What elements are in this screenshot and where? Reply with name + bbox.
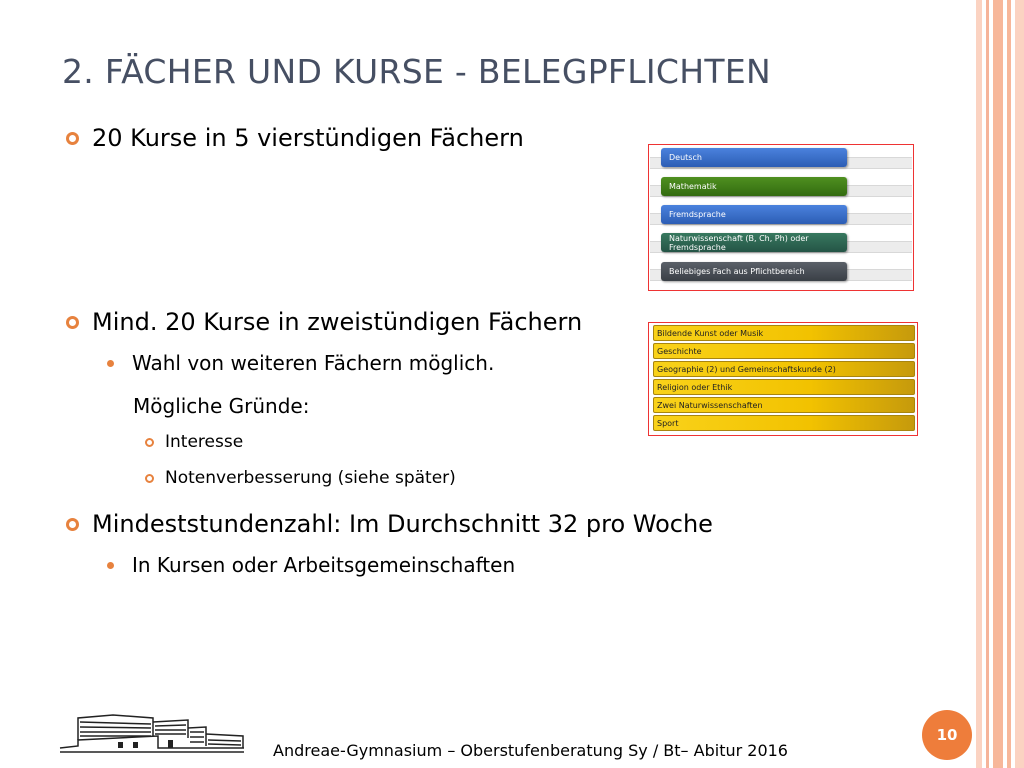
core-subject-bar: Naturwissenschaft (B, Ch, Ph) oder Fremdsprache <box>661 233 847 252</box>
core-subject-bar: Deutsch <box>661 148 847 167</box>
core-subjects-diagram <box>648 144 914 291</box>
bullet-2-sub-1-b <box>145 468 456 488</box>
slide-title: 2. FÄCHER UND KURSE - BELEGPFLICHTEN <box>62 52 771 91</box>
decor-stripe <box>1007 0 1011 768</box>
bullet-text: Notenverbesserung (siehe später) <box>165 468 456 488</box>
core-subject-bar: Mathematik <box>661 177 847 196</box>
two-hour-subject-bar: Bildende Kunst oder Musik <box>653 325 915 341</box>
bullet-text: In Kursen oder Arbeitsgemeinschaften <box>132 553 516 577</box>
bullet-2 <box>66 308 582 336</box>
bullet-text: Mindeststundenzahl: Im Durchschnitt 32 pro Woche <box>92 510 713 538</box>
core-subject-bar: Beliebiges Fach aus Pflichtbereich <box>661 262 847 281</box>
decor-stripe <box>986 0 989 768</box>
bullet-text: Interesse <box>165 432 244 452</box>
two-hour-subject-bar: Religion oder Ethik <box>653 379 915 395</box>
two-hour-subject-bar: Sport <box>653 415 915 431</box>
bullet-2-sub-1-a <box>145 432 243 452</box>
bullet-dot-icon <box>107 360 114 367</box>
bullet-1 <box>66 124 524 152</box>
two-hour-subject-bar: Zwei Naturwissenschaften <box>653 397 915 413</box>
bullet-3-sub-1 <box>107 553 515 577</box>
bullet-continuation: Mögliche Gründe: <box>133 394 310 418</box>
bullet-text: 20 Kurse in 5 vierstündigen Fächern <box>92 124 524 152</box>
two-hour-subject-bar: Geographie (2) und Gemeinschaftskunde (2) <box>653 361 915 377</box>
bullet-dot-icon <box>107 562 114 569</box>
bullet-ring-icon <box>66 132 79 145</box>
two-hour-subjects-diagram <box>648 322 918 436</box>
footer-text: Andreae-Gymnasium – Oberstufenberatung Sy / Bt– Abitur 2016 <box>273 741 788 760</box>
bullet-ring-icon <box>66 518 79 531</box>
bullet-2-sub-1 <box>107 351 494 375</box>
page-number-badge: 10 <box>922 710 972 760</box>
bullet-text: Mind. 20 Kurse in zweistündigen Fächern <box>92 308 583 336</box>
bullet-ring-icon <box>145 438 154 447</box>
decor-stripe <box>1015 0 1024 768</box>
bullet-3 <box>66 510 713 538</box>
bullet-ring-icon <box>145 474 154 483</box>
decor-stripe <box>993 0 1003 768</box>
bullet-text: Wahl von weiteren Fächern möglich. <box>132 351 495 375</box>
bullet-ring-icon <box>66 316 79 329</box>
decor-stripe <box>976 0 982 768</box>
two-hour-subject-bar: Geschichte <box>653 343 915 359</box>
school-building-logo <box>58 712 248 762</box>
core-subject-bar: Fremdsprache <box>661 205 847 224</box>
